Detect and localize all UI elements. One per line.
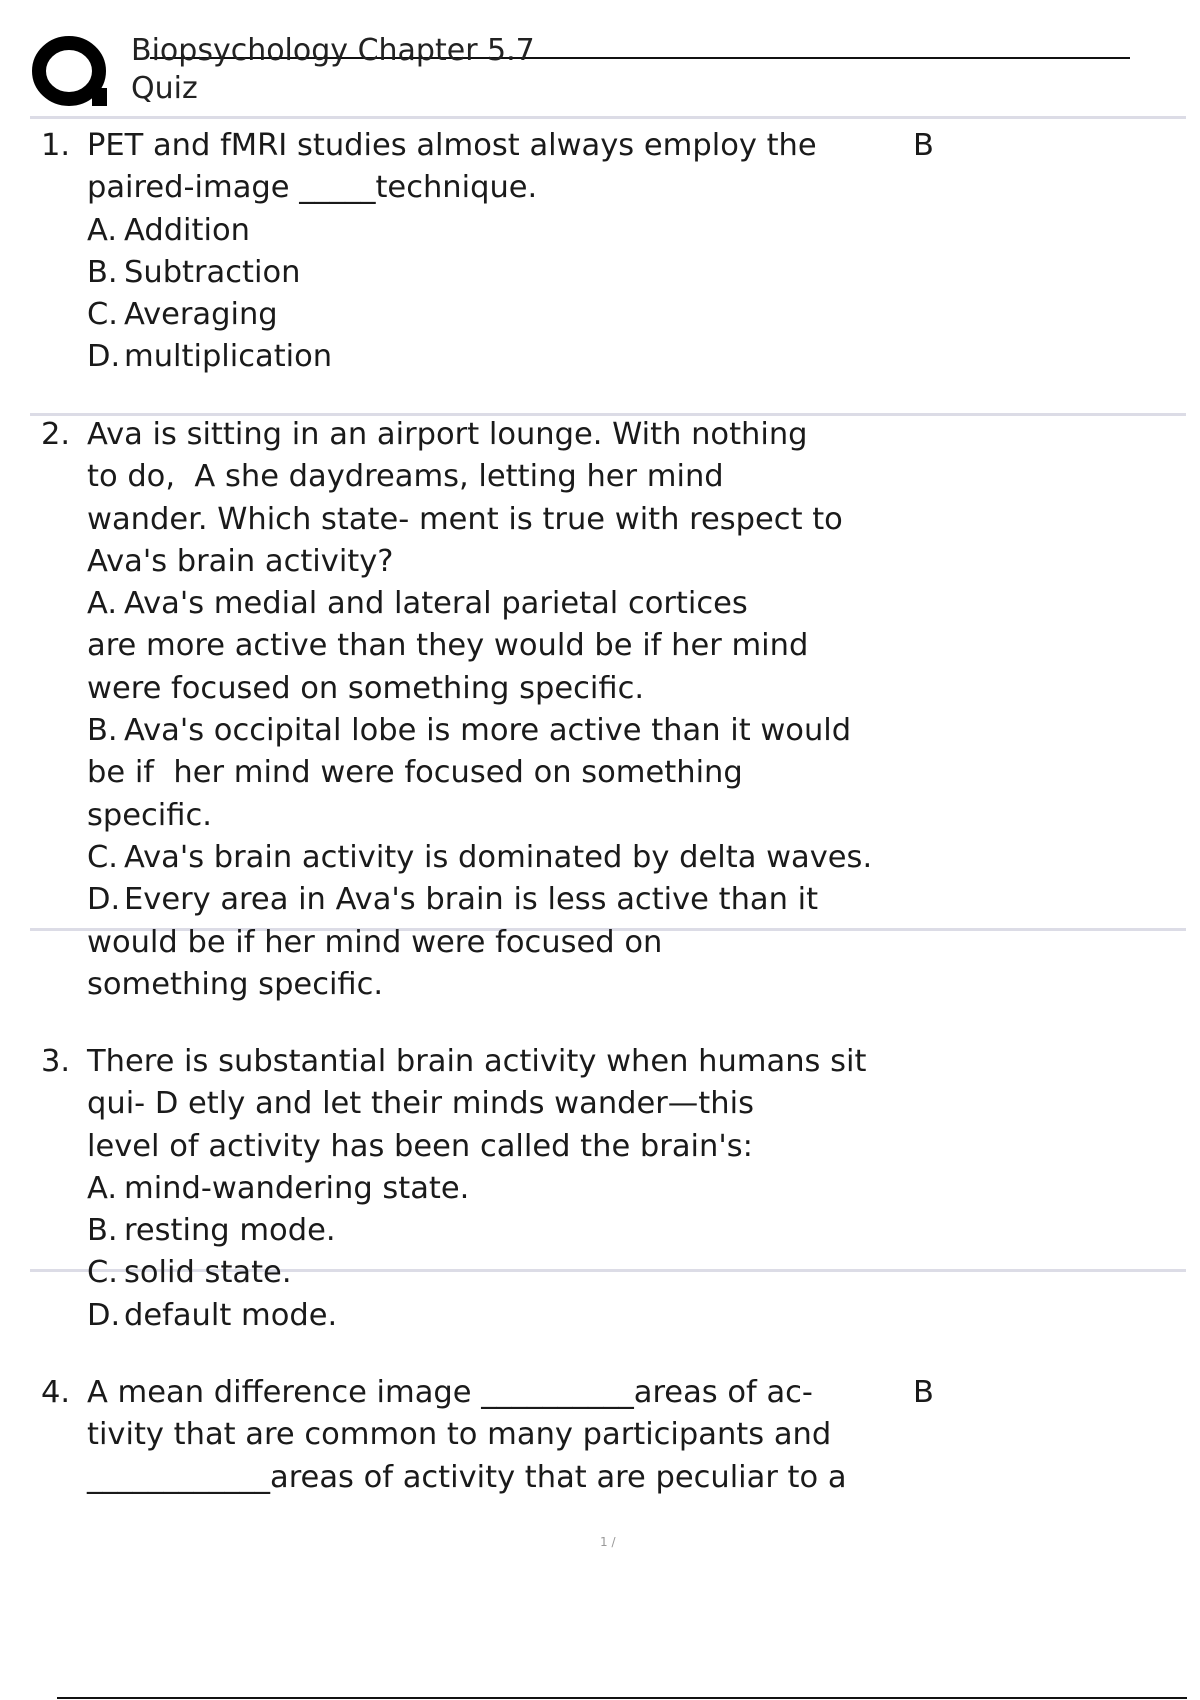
option-label: B. (87, 254, 118, 290)
option-label: C. (87, 839, 118, 875)
answer-key: B (913, 1375, 934, 1410)
option-text: Averaging (124, 297, 278, 333)
question-text: Ava is sitting in an airport lounge. With nothing (87, 417, 808, 452)
answer-option-line (0, 294, 1200, 336)
question-stem-line (0, 1414, 1200, 1456)
question-text: qui- D etly and let their minds wander—this (87, 1086, 754, 1122)
question-stem-line (0, 125, 1200, 167)
answer-option-line (0, 210, 1200, 252)
answer-option-line (0, 1168, 1200, 1210)
question-stem-line (0, 167, 1200, 209)
option-text: Every area in Ava's brain is less active than it (124, 882, 819, 918)
title-line-1: Biopsychology Chapter 5.7 (131, 33, 535, 68)
document-title (131, 32, 535, 108)
question-text: level of activity has been called the brain's: (87, 1128, 753, 1164)
answer-option-line (0, 879, 1200, 921)
question-3 (0, 1041, 1200, 1337)
option-text: mind-wandering state. (124, 1170, 470, 1206)
divider (30, 116, 1186, 119)
answer-key: B (913, 128, 934, 163)
question-stem-line (0, 1372, 1200, 1414)
option-text: Ava's brain activity is dominated by delta waves. (124, 839, 873, 875)
option-label: C. (87, 1255, 118, 1291)
question-stem-line (0, 1126, 1200, 1168)
option-label: A. (87, 212, 118, 248)
answer-option-line (0, 1295, 1200, 1337)
question-text: paired-image _____technique. (87, 170, 538, 206)
option-text: something specific. (87, 966, 384, 1002)
option-text: were focused on something specific. (87, 670, 645, 706)
question-stem-line (0, 1041, 1200, 1083)
answer-option-line (0, 795, 1200, 837)
option-text: solid state. (124, 1255, 292, 1291)
option-text: specific. (87, 797, 212, 833)
question-stem-line (0, 541, 1200, 583)
question-number: 4. (41, 1375, 71, 1410)
question-text: There is substantial brain activity when humans sit (87, 1044, 867, 1079)
question-number: 2. (41, 417, 71, 452)
title-line-2: Quiz (131, 71, 198, 106)
option-text: Subtraction (124, 254, 301, 290)
page-number: 1 / (600, 1535, 616, 1549)
question-number: 3. (41, 1044, 71, 1079)
answer-option-line (0, 336, 1200, 378)
option-text: would be if her mind were focused on (87, 924, 663, 960)
option-text: Ava's occipital lobe is more active than it would (124, 713, 852, 749)
question-text: A mean difference image __________areas of ac- (87, 1375, 813, 1410)
option-label: A. (87, 1170, 118, 1206)
answer-option-line (0, 710, 1200, 752)
option-text: multiplication (124, 339, 333, 375)
question-stem-line (0, 1457, 1200, 1499)
answer-option-line (0, 964, 1200, 1006)
question-stem-line (0, 499, 1200, 541)
question-number: 1. (41, 128, 71, 163)
option-text: are more active than they would be if her mind (87, 628, 809, 664)
answer-option-line (0, 837, 1200, 879)
quiz-logo-icon (32, 34, 110, 108)
question-2 (0, 414, 1200, 1006)
question-stem-line (0, 1083, 1200, 1125)
option-text: Ava's medial and lateral parietal cortices (124, 586, 748, 622)
option-label: D. (87, 882, 121, 918)
option-label: D. (87, 339, 121, 375)
answer-option-line (0, 752, 1200, 794)
question-stem-line (0, 414, 1200, 456)
option-text: resting mode. (124, 1213, 336, 1249)
option-label: B. (87, 713, 118, 749)
question-1 (0, 125, 1200, 379)
option-text: Addition (124, 212, 250, 248)
question-text: wander. Which state- ment is true with respect to (87, 501, 843, 537)
question-text: ____________areas of activity that are peculiar to a (87, 1459, 847, 1495)
question-text: tivity that are common to many participants and (87, 1417, 832, 1453)
question-stem-line (0, 456, 1200, 498)
option-label: B. (87, 1213, 118, 1249)
option-label: C. (87, 297, 118, 333)
question-text: to do, A she daydreams, letting her mind (87, 459, 724, 495)
footer-rule (57, 1697, 1187, 1699)
answer-option-line (0, 625, 1200, 667)
answer-option-line (0, 1252, 1200, 1294)
option-label: A. (87, 586, 118, 622)
answer-option-line (0, 583, 1200, 625)
answer-option-line (0, 252, 1200, 294)
answer-option-line (0, 1210, 1200, 1252)
option-text: be if her mind were focused on something (87, 755, 743, 791)
question-4 (0, 1372, 1200, 1499)
answer-option-line (0, 668, 1200, 710)
option-text: default mode. (124, 1297, 338, 1333)
option-label: D. (87, 1297, 121, 1333)
question-text: Ava's brain activity? (87, 543, 394, 579)
question-text: PET and fMRI studies almost always employ the (87, 128, 817, 163)
answer-option-line (0, 922, 1200, 964)
